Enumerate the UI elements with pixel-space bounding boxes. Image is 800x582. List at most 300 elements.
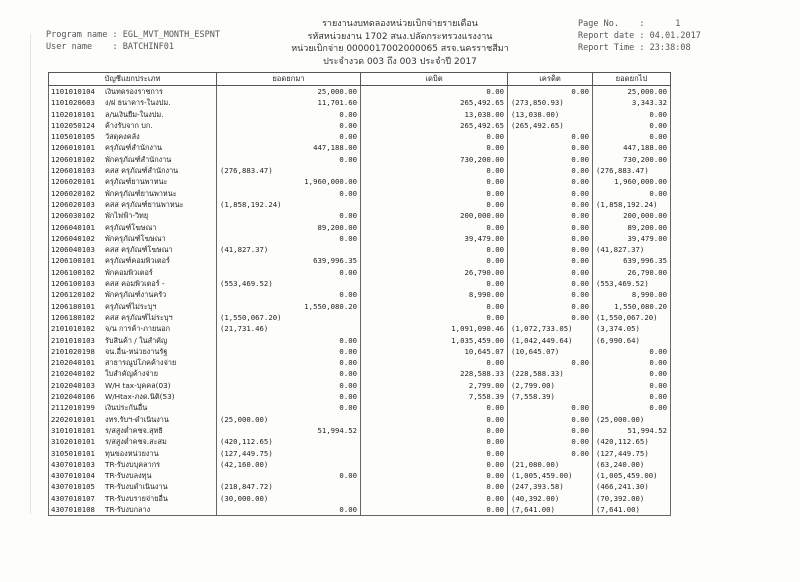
account-cell: [49, 142, 217, 153]
opening-balance-cell: 51,994.52: [217, 425, 361, 436]
account-cell: [49, 346, 217, 357]
debit-cell: 0.00: [361, 131, 508, 142]
opening-balance-cell: 0.00: [217, 335, 361, 346]
account-cell: [49, 425, 217, 436]
table-row: [49, 255, 671, 266]
closing-balance-cell: (420,112.65): [593, 436, 671, 447]
closing-balance-cell: (1,550,067.20): [593, 312, 671, 323]
account-name: ร/สสูงต่ำคชจ.สุทธิ: [105, 425, 163, 435]
table-row: [49, 267, 671, 278]
account-cell: [49, 402, 217, 413]
opening-balance-cell: 0.00: [217, 210, 361, 221]
table-row: [49, 165, 671, 176]
account-cell: [49, 120, 217, 131]
table-row: [49, 414, 671, 425]
closing-balance-cell: (6,990.64): [593, 335, 671, 346]
account-cell: [49, 448, 217, 459]
account-name: พักครุภัณฑ์โฆษณา: [105, 233, 166, 243]
debit-cell: 0.00: [361, 86, 508, 98]
account-name: วัสดุคงคลัง: [105, 132, 140, 142]
user-name: User name : BATCHINF01: [46, 41, 174, 52]
account-name: คสส ครุภัณฑ์ยานพาหนะ: [105, 199, 184, 209]
account-code: 1206040103: [51, 245, 95, 255]
account-cell: [49, 335, 217, 346]
account-name: TR-รับงบรายจ่ายอื่น: [105, 493, 168, 503]
table-row: [49, 289, 671, 300]
account-name: W/Htax-ภงด.นิติ(53): [105, 392, 175, 402]
account-code: 4307010105: [51, 482, 95, 492]
closing-balance-cell: (553,469.52): [593, 278, 671, 289]
debit-cell: 0.00: [361, 255, 508, 266]
account-code: 1206030102: [51, 211, 95, 221]
agency-code: รหัสหน่วยงาน 1702 สนง.ปลัดกระทรวงแรงงาน: [307, 31, 493, 42]
account-name: ง/ฝ ธนาคาร-ในงปม.: [105, 98, 171, 108]
account-cell: [49, 493, 217, 504]
credit-cell: (273,850.93): [508, 97, 593, 108]
table-row: [49, 504, 671, 516]
credit-cell: 0.00: [508, 255, 593, 266]
debit-cell: 0.00: [361, 176, 508, 187]
debit-cell: 0.00: [361, 165, 508, 176]
account-code: 3101010101: [51, 425, 95, 435]
credit-cell: (21,080.00): [508, 459, 593, 470]
opening-balance-cell: 0.00: [217, 380, 361, 391]
credit-cell: (1,072,733.05): [508, 323, 593, 334]
opening-balance-cell: 0.00: [217, 267, 361, 278]
account-cell: [49, 165, 217, 176]
account-code: 1101010104: [51, 87, 95, 96]
account-cell: [49, 301, 217, 312]
account-code: 2101010103: [51, 335, 95, 345]
account-name: พักครุภัณฑ์งานครัว: [105, 290, 167, 300]
table-row: [49, 222, 671, 233]
debit-cell: 228,588.33: [361, 368, 508, 379]
account-code: 2102040103: [51, 380, 95, 390]
opening-balance-cell: 0.00: [217, 109, 361, 120]
account-code: 2112010199: [51, 403, 95, 413]
opening-balance-cell: (25,000.00): [217, 414, 361, 425]
opening-balance-cell: 0.00: [217, 154, 361, 165]
account-cell: [49, 233, 217, 244]
closing-balance-cell: 0.00: [593, 188, 671, 199]
disbursement-unit: หน่วยเบิกจ่าย 0000017002000065 สรจ.นครราชสีมา: [291, 44, 509, 54]
closing-balance-cell: (25,000.00): [593, 414, 671, 425]
opening-balance-cell: 25,000.00: [217, 86, 361, 98]
closing-balance-cell: 1,550,080.20: [593, 301, 671, 312]
account-code: 2102040102: [51, 369, 95, 379]
credit-cell: 0.00: [508, 233, 593, 244]
header-credit: เครดิต: [508, 73, 593, 86]
account-name: พักครุภัณฑ์ยานพาหนะ: [105, 188, 177, 198]
account-name: สาธารณูปโภคค้างจ่าย: [105, 358, 177, 368]
table-row: [49, 278, 671, 289]
credit-cell: (10,645.07): [508, 346, 593, 357]
closing-balance-cell: 0.00: [593, 120, 671, 131]
debit-cell: 0.00: [361, 278, 508, 289]
account-code: 2102040101: [51, 358, 95, 368]
account-code: 1206010103: [51, 166, 95, 176]
table-row: [49, 233, 671, 244]
report-time: Report Time : 23:38:08: [578, 43, 691, 53]
table-row: [49, 425, 671, 436]
account-cell: [49, 244, 217, 255]
debit-cell: 10,645.07: [361, 346, 508, 357]
report-program-info: [46, 30, 220, 53]
opening-balance-cell: 0.00: [217, 346, 361, 357]
opening-balance-cell: 0.00: [217, 368, 361, 379]
credit-cell: (247,393.58): [508, 481, 593, 492]
account-name: TR-รับงบบุคลากร: [105, 459, 161, 469]
credit-cell: 0.00: [508, 199, 593, 210]
closing-balance-cell: 0.00: [593, 131, 671, 142]
credit-cell: 0.00: [508, 312, 593, 323]
opening-balance-cell: (30,000.00): [217, 493, 361, 504]
debit-cell: 26,790.00: [361, 267, 508, 278]
table-row: [49, 312, 671, 323]
account-name: W/H tax-บุคคล(03): [105, 380, 171, 390]
account-code: 1206180102: [51, 312, 95, 322]
closing-balance-cell: (1,005,459.00): [593, 470, 671, 481]
table-row: [49, 86, 671, 98]
account-name: TR-รับงบกลาง: [105, 504, 151, 514]
account-cell: [49, 222, 217, 233]
credit-cell: 0.00: [508, 436, 593, 447]
table-row: [49, 154, 671, 165]
table-row: [49, 244, 671, 255]
account-name: คสส ครุภัณฑ์โฆษณา: [105, 245, 173, 255]
account-name: พักคอมพิวเตอร์: [105, 267, 153, 277]
opening-balance-cell: 0.00: [217, 391, 361, 402]
credit-cell: 0.00: [508, 131, 593, 142]
account-name: ครุภัณฑ์ยานพาหนะ: [105, 177, 168, 187]
table-header-row: [49, 73, 671, 86]
opening-balance-cell: 0.00: [217, 357, 361, 368]
debit-cell: 0.00: [361, 222, 508, 233]
account-name: เงินทดรองราชการ: [105, 87, 163, 96]
account-code: 1206100102: [51, 267, 95, 277]
table-row: [49, 448, 671, 459]
table-row: [49, 176, 671, 187]
account-code: 2101010102: [51, 324, 95, 334]
table-row: [49, 481, 671, 492]
closing-balance-cell: 39,479.00: [593, 233, 671, 244]
debit-cell: 0.00: [361, 301, 508, 312]
account-code: 1206040102: [51, 233, 95, 243]
table-row: [49, 380, 671, 391]
credit-cell: (2,799.00): [508, 380, 593, 391]
program-name: Program name : EGL_MVT_MONTH_ESPNT: [46, 30, 220, 40]
closing-balance-cell: 0.00: [593, 368, 671, 379]
debit-cell: 0.00: [361, 425, 508, 436]
account-name: คสส ครุภัณฑ์ไม่ระบุฯ: [105, 312, 173, 322]
account-cell: [49, 380, 217, 391]
account-cell: [49, 199, 217, 210]
opening-balance-cell: (218,847.72): [217, 481, 361, 492]
opening-balance-cell: 0.00: [217, 289, 361, 300]
table-row: [49, 436, 671, 447]
opening-balance-cell: (127,449.75): [217, 448, 361, 459]
account-cell: [49, 267, 217, 278]
report-title-block: [220, 18, 580, 68]
opening-balance-cell: 11,701.60: [217, 97, 361, 108]
table-row: [49, 97, 671, 108]
account-name: ครุภัณฑ์โฆษณา: [105, 222, 157, 232]
account-cell: [49, 481, 217, 492]
account-name: ครุภัณฑ์ไม่ระบุฯ: [105, 301, 157, 311]
account-code: 1206020103: [51, 199, 95, 209]
header-debit: เดบิต: [361, 73, 508, 86]
account-code: 1206010101: [51, 143, 95, 153]
table-body: [49, 86, 671, 516]
opening-balance-cell: 1,960,000.00: [217, 176, 361, 187]
opening-balance-cell: 639,996.35: [217, 255, 361, 266]
credit-cell: 0.00: [508, 142, 593, 153]
closing-balance-cell: 25,000.00: [593, 86, 671, 98]
debit-cell: 0.00: [361, 402, 508, 413]
credit-cell: 0.00: [508, 357, 593, 368]
account-code: 1206180101: [51, 301, 95, 311]
closing-balance-cell: (63,240.00): [593, 459, 671, 470]
account-name: จ/น การค้า-ภายนอก: [105, 324, 171, 334]
debit-cell: 265,492.65: [361, 97, 508, 108]
account-code: 1105010105: [51, 132, 95, 142]
table-row: [49, 357, 671, 368]
account-code: 1102050124: [51, 120, 95, 130]
opening-balance-cell: 0.00: [217, 188, 361, 199]
table-row: [49, 188, 671, 199]
credit-cell: 0.00: [508, 86, 593, 98]
account-cell: [49, 368, 217, 379]
table-row: [49, 391, 671, 402]
credit-cell: 0.00: [508, 244, 593, 255]
account-cell: [49, 312, 217, 323]
closing-balance-cell: 0.00: [593, 380, 671, 391]
table-row: [49, 323, 671, 334]
credit-cell: (1,005,459.00): [508, 470, 593, 481]
closing-balance-cell: (466,241.30): [593, 481, 671, 492]
closing-balance-cell: 730,200.00: [593, 154, 671, 165]
credit-cell: (40,392.00): [508, 493, 593, 504]
closing-balance-cell: (7,641.00): [593, 504, 671, 516]
account-code: 3105010101: [51, 448, 95, 458]
opening-balance-cell: 0.00: [217, 470, 361, 481]
closing-balance-cell: 3,343.32: [593, 97, 671, 108]
account-cell: [49, 470, 217, 481]
opening-balance-cell: 1,550,080.20: [217, 301, 361, 312]
account-name: คสส ครุภัณฑ์สำนักงาน: [105, 166, 179, 176]
debit-cell: 0.00: [361, 504, 508, 516]
closing-balance-cell: 200,000.00: [593, 210, 671, 221]
opening-balance-cell: 0.00: [217, 131, 361, 142]
debit-cell: 0.00: [361, 312, 508, 323]
debit-cell: 0.00: [361, 459, 508, 470]
opening-balance-cell: 0.00: [217, 402, 361, 413]
account-cell: [49, 154, 217, 165]
account-cell: [49, 97, 217, 108]
credit-cell: (7,558.39): [508, 391, 593, 402]
credit-cell: 0.00: [508, 154, 593, 165]
trial-balance-table: [48, 72, 671, 516]
closing-balance-cell: 8,990.00: [593, 289, 671, 300]
account-cell: [49, 357, 217, 368]
credit-cell: (228,588.33): [508, 368, 593, 379]
account-name: เงินประกันอื่น: [105, 403, 148, 413]
table-row: [49, 368, 671, 379]
account-cell: [49, 414, 217, 425]
closing-balance-cell: (70,392.00): [593, 493, 671, 504]
report-date: Report date : 04.01.2017: [578, 31, 701, 41]
debit-cell: 200,000.00: [361, 210, 508, 221]
opening-balance-cell: (41,827.37): [217, 244, 361, 255]
closing-balance-cell: 639,996.35: [593, 255, 671, 266]
account-name: TR-รับงบลงทุน: [105, 471, 152, 481]
debit-cell: 1,091,090.46: [361, 323, 508, 334]
debit-cell: 0.00: [361, 142, 508, 153]
account-code: 1206010102: [51, 154, 95, 164]
account-code: 1206100101: [51, 256, 95, 266]
debit-cell: 0.00: [361, 199, 508, 210]
debit-cell: 2,799.00: [361, 380, 508, 391]
report-title: รายงานงบทดลองหน่วยเบิกจ่ายรายเดือน: [322, 19, 478, 29]
table-row: [49, 131, 671, 142]
report-meta: [578, 18, 701, 54]
account-name: ครุภัณฑ์คอมพิวเตอร์: [105, 256, 170, 266]
margin-line: [30, 34, 31, 514]
account-cell: [49, 391, 217, 402]
account-code: 3102010101: [51, 437, 95, 447]
account-cell: [49, 255, 217, 266]
closing-balance-cell: 1,960,000.00: [593, 176, 671, 187]
opening-balance-cell: (42,160.00): [217, 459, 361, 470]
debit-cell: 0.00: [361, 414, 508, 425]
credit-cell: (13,038.00): [508, 109, 593, 120]
account-code: 1101020603: [51, 98, 95, 108]
account-name: จน.อื่น-หน่วยงานรัฐ: [105, 346, 168, 356]
debit-cell: 39,479.00: [361, 233, 508, 244]
account-code: 4307010103: [51, 459, 95, 469]
opening-balance-cell: (1,550,067.20): [217, 312, 361, 323]
page-number: Page No. : 1: [578, 19, 681, 29]
credit-cell: 0.00: [508, 289, 593, 300]
table-row: [49, 335, 671, 346]
opening-balance-cell: (553,469.52): [217, 278, 361, 289]
opening-balance-cell: 0.00: [217, 120, 361, 131]
closing-balance-cell: 0.00: [593, 357, 671, 368]
debit-cell: 0.00: [361, 188, 508, 199]
account-code: 1206120102: [51, 290, 95, 300]
opening-balance-cell: (276,883.47): [217, 165, 361, 176]
table-row: [49, 402, 671, 413]
account-cell: [49, 289, 217, 300]
account-name: รับสินค้า / ในสำคัญ: [105, 335, 168, 345]
closing-balance-cell: 0.00: [593, 391, 671, 402]
account-name: ทุนของหน่วยงาน: [105, 448, 159, 458]
table-row: [49, 470, 671, 481]
account-cell: [49, 323, 217, 334]
table-row: [49, 109, 671, 120]
account-code: 4307010107: [51, 493, 95, 503]
account-code: 1206100103: [51, 279, 95, 289]
credit-cell: 0.00: [508, 267, 593, 278]
closing-balance-cell: 26,790.00: [593, 267, 671, 278]
debit-cell: 0.00: [361, 357, 508, 368]
debit-cell: 730,200.00: [361, 154, 508, 165]
account-code: 2202010101: [51, 414, 95, 424]
credit-cell: 0.00: [508, 402, 593, 413]
credit-cell: (1,042,449.64): [508, 335, 593, 346]
account-code: 1206020101: [51, 177, 95, 187]
closing-balance-cell: 0.00: [593, 346, 671, 357]
closing-balance-cell: 89,200.00: [593, 222, 671, 233]
credit-cell: 0.00: [508, 301, 593, 312]
account-cell: [49, 109, 217, 120]
account-name: ล/นเงินยืม-ในงปม.: [105, 109, 164, 119]
account-code: 4307010108: [51, 504, 95, 514]
closing-balance-cell: (41,827.37): [593, 244, 671, 255]
credit-cell: 0.00: [508, 188, 593, 199]
account-cell: [49, 188, 217, 199]
table-row: [49, 199, 671, 210]
account-code: 2102040106: [51, 392, 95, 402]
account-name: งทร.รับฯ-ดำเนินงาน: [105, 414, 169, 424]
closing-balance-cell: (276,883.47): [593, 165, 671, 176]
account-cell: [49, 459, 217, 470]
debit-cell: 13,038.00: [361, 109, 508, 120]
closing-balance-cell: (127,449.75): [593, 448, 671, 459]
account-cell: [49, 176, 217, 187]
opening-balance-cell: 89,200.00: [217, 222, 361, 233]
opening-balance-cell: (21,731.46): [217, 323, 361, 334]
debit-cell: 8,990.00: [361, 289, 508, 300]
account-name: ร/สสูงต่ำคชจ.สะสม: [105, 437, 167, 447]
opening-balance-cell: (1,858,192.24): [217, 199, 361, 210]
account-name: พักครุภัณฑ์สำนักงาน: [105, 154, 172, 164]
account-cell: [49, 436, 217, 447]
debit-cell: 0.00: [361, 481, 508, 492]
account-name: ครุภัณฑ์สำนักงาน: [105, 143, 163, 153]
table-row: [49, 142, 671, 153]
debit-cell: 0.00: [361, 493, 508, 504]
opening-balance-cell: 0.00: [217, 504, 361, 516]
opening-balance-cell: 0.00: [217, 233, 361, 244]
table-row: [49, 120, 671, 131]
header-account: บัญชีแยกประเภท: [49, 73, 217, 86]
account-code: 2101020198: [51, 346, 95, 356]
credit-cell: 0.00: [508, 222, 593, 233]
table-row: [49, 301, 671, 312]
closing-balance-cell: (3,374.05): [593, 323, 671, 334]
credit-cell: 0.00: [508, 414, 593, 425]
header-opening-balance: ยอดยกมา: [217, 73, 361, 86]
account-name: TR-รับงบดำเนินงาน: [105, 482, 168, 492]
account-code: 4307010104: [51, 471, 95, 481]
account-name: พักไฟฟ้า-วิทยุ: [105, 211, 149, 221]
credit-cell: 0.00: [508, 176, 593, 187]
account-cell: [49, 131, 217, 142]
credit-cell: (265,492.65): [508, 120, 593, 131]
credit-cell: 0.00: [508, 210, 593, 221]
account-cell: [49, 210, 217, 221]
closing-balance-cell: 447,188.00: [593, 142, 671, 153]
debit-cell: 265,492.65: [361, 120, 508, 131]
account-name: ใบสำคัญค้างจ่าย: [105, 369, 159, 379]
credit-cell: 0.00: [508, 278, 593, 289]
account-name: ค้างรับจาก บก.: [105, 120, 153, 130]
account-cell: [49, 86, 217, 98]
header-closing-balance: ยอดยกไป: [593, 73, 671, 86]
account-code: 1206040101: [51, 222, 95, 232]
account-name: คสส คอมพิวเตอร์ -: [105, 279, 165, 289]
